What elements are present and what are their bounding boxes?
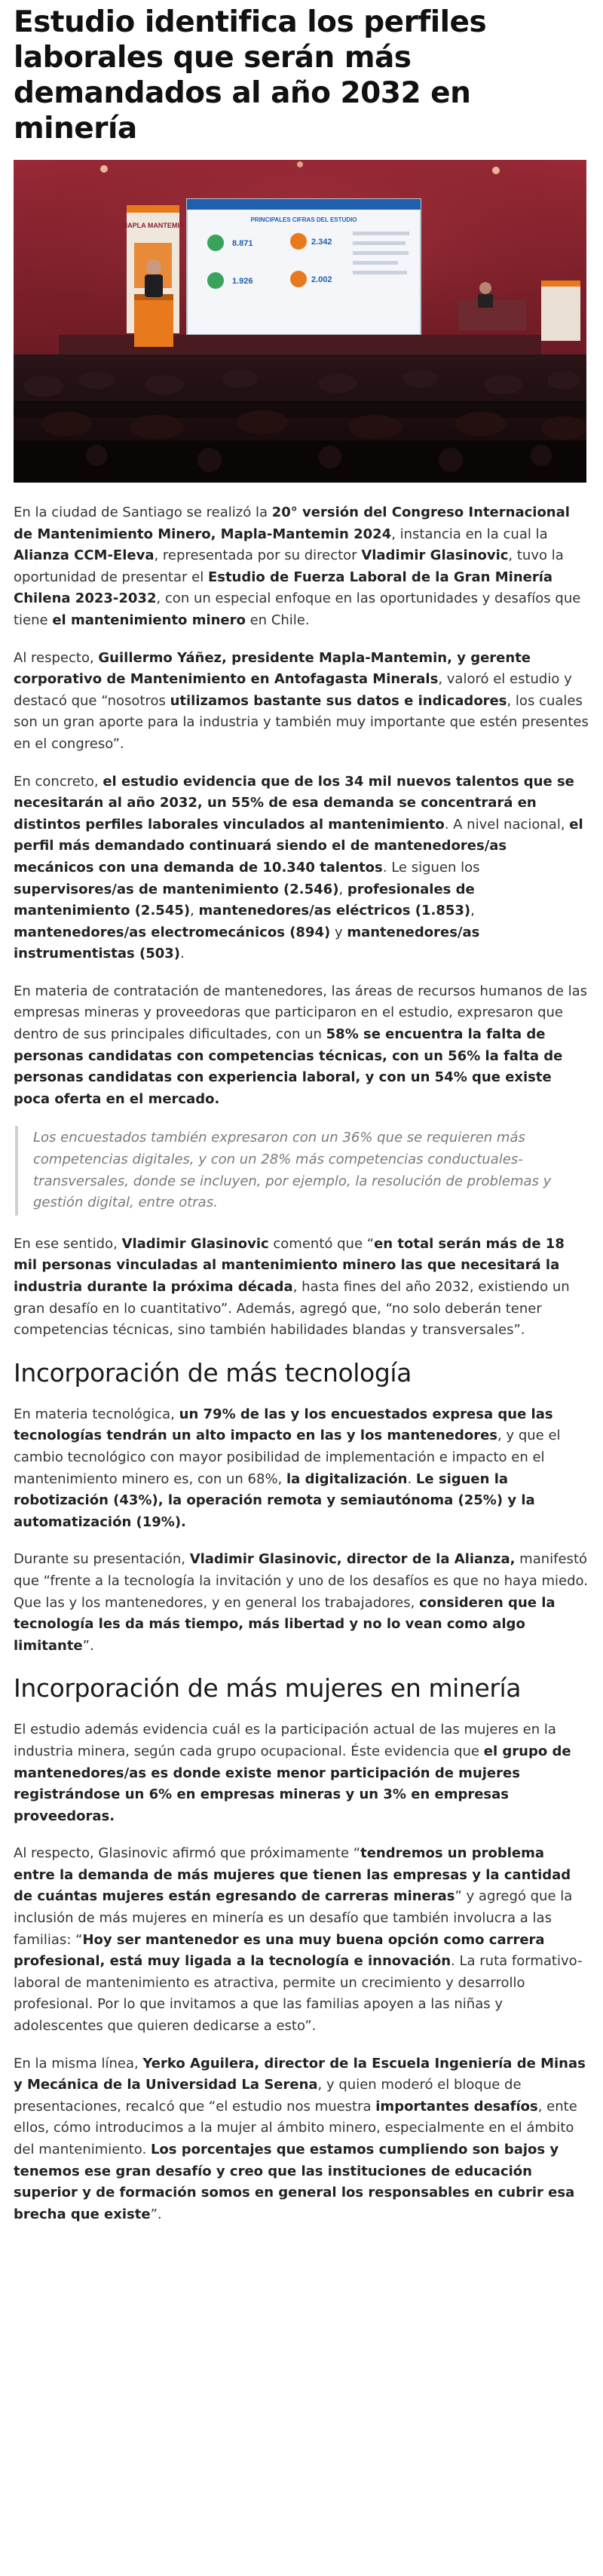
- conference-photo-illustration: [14, 160, 586, 483]
- paragraph-aguilera: En la misma línea, Yerko Aguilera, director de la Escuela Ingeniería de Minas y Mecánica de la Universidad La Serena, y quien moderó el bloque de presentaciones, recalcó que “el estudio nos muestra importantes desafíos, ente ellos, cómo introducimos a la mujer al ámbito minero, especialmente en el ámbito del mantenimiento. Los porcentajes que estamos cumpliendo son bajos y tenemos ese gran desafío y creo que las instituciones de educación superior y de formación somos en general los responsables en cubrir esa brecha que existe”.: [14, 2055, 586, 2222]
- presentation-screen: [187, 199, 421, 335]
- paragraph-glasinovic-total: En ese sentido, Vladimir Glasinovic comentó que “en total serán más de 18 mil personas vinculadas al mantenimiento minero las que necesitará la industria durante la próxima década, hasta fines del año 2032, existiendo un gran desafío en lo cuantitativo”. Además, agregó que, “no solo deberán tener competencias técnicas, sino también habilidades blandas y transversales”.: [14, 1235, 570, 1339]
- slide-number-4: 2.002: [311, 275, 332, 284]
- article-headline: Estudio identifica los perfiles laborales que serán más demandados al año 2032 en minería: [14, 5, 487, 146]
- slide-number-1: 8.871: [232, 239, 253, 248]
- paragraph-yanez: Al respecto, Guillermo Yáñez, presidente Mapla-Mantemin, y gerente corporativo de Mantenimiento en Antofagasta Minerals, valoró el estudio y destacó que “nosotros utilizamos bastante sus datos e indicadores, los cuales son un gran aporte para la industria y también muy importante que estén presentes en el congreso”.: [14, 649, 589, 752]
- slide-number-2: 2.342: [311, 238, 332, 247]
- paragraph-demand-profiles: En concreto, el estudio evidencia que de los 34 mil nuevos talentos que se necesitarán al año 2032, un 55% de esa demanda se concentrará en distintos perfiles laborales vinculados al mantenimiento. A nivel nacional, el perfil más demandado continuará siendo el de mantenedores/as mecánicos con una demanda de 10.340 talentos. Le siguen los supervisores/as de mantenimiento (2.546), profesionales de mantenimiento (2.545), mantenedores/as eléctricos (1.853), mantenedores/as electromecánicos (894) y mantenedores/as instrumentistas (503).: [14, 773, 583, 962]
- paragraph-glasinovic-women: Al respecto, Glasinovic afirmó que próximamente “tendremos un problema entre la demanda de más mujeres que tienen las empresas y la cantidad de cuántas mujeres están egresando de carreras mineras” y agregó que la inclusión de más mujeres en minería es un desafío que también involucra a las familias: “Hoy ser mantenedor es una muy buena opción como carrera profesional, está muy ligada a la tecnología e innovación. La ruta formativo-laboral de mantenimiento es atractiva, permite un crecimiento y desarrollo profesional. Por lo que invitamos a que las familias apoyen a las niñas y adolescentes que quieren dedicarse a esto”.: [14, 1845, 583, 2035]
- slide-title: PRINCIPALES CIFRAS DEL ESTUDIO: [250, 216, 357, 223]
- banner-brand: MAPLA MANTEMIN: [121, 222, 185, 229]
- blockquote-competencies: Los encuestados también expresaron con un 36% que se requieren más competencias digitales, y con un 28% más competencias conductuales-transversales, donde se incluyen, por ejemplo, la resolución de problemas y gestión digital, entre otras.: [15, 1126, 589, 1215]
- section-heading-women: Incorporación de más mujeres en minería: [14, 1673, 522, 1704]
- paragraph-intro: En la ciudad de Santiago se realizó la 20° versión del Congreso Internacional de Mantenimiento Minero, Mapla-Mantemin 2024, instancia en la cual la Alianza CCM-Eleva, representada por su director Vladimir Glasinovic, tuvo la oportunidad de presentar el Estudio de Fuerza Laboral de la Gran Minería Chilena 2023-2032, con un especial enfoque en las oportunidades y desafíos que tiene el mantenimiento minero en Chile.: [14, 504, 581, 628]
- slide-number-3: 1.926: [232, 277, 253, 286]
- section-heading-technology: Incorporación de más tecnología: [14, 1357, 412, 1388]
- hero-photo-conference: [14, 160, 586, 483]
- paragraph-technology: En materia tecnológica, un 79% de las y los encuestados expresa que las tecnologías tendrán un alto impacto en las y los mantenedores, y que el cambio tecnológico con mayor posibilidad de implementación e impacto en el mantenimiento minero es, con un 68%, la digitalización. Le siguen la robotización (43%), la operación remota y semiautónoma (25%) y la automatización (19%).: [14, 1406, 561, 1530]
- paragraph-hiring-difficulties: En materia de contratación de mantenedores, las áreas de recursos humanos de las empresas mineras y proveedoras que participaron en el estudio, expresaron que dentro de sus principales dificultades, con un 58% se encuentra la falta de personas candidatas con competencias técnicas, con un 56% la falta de personas candidatas con experiencia laboral, y con un 54% que existe poca oferta en el mercado.: [14, 983, 588, 1107]
- podium: [134, 294, 173, 347]
- paragraph-glasinovic-technology: Durante su presentación, Vladimir Glasinovic, director de la Alianza, manifestó que “frente a la tecnología la invitación y uno de los desafíos es que no haya miedo. Que las y los mantenedores, y en general los trabajadores, consideren que la tecnología les da más tiempo, más libertad y no lo vean como algo limitante”.: [14, 1551, 588, 1654]
- paragraph-women-participation: El estudio además evidencia cuál es la participación actual de las mujeres en la industria minera, según cada grupo ocupacional. Éste evidencia que el grupo de mantenedores/as es donde existe menor participación de mujeres registrándose un 6% en empresas mineras y un 3% en empresas proveedoras.: [14, 1722, 571, 1824]
- presenter-figure: [145, 259, 163, 297]
